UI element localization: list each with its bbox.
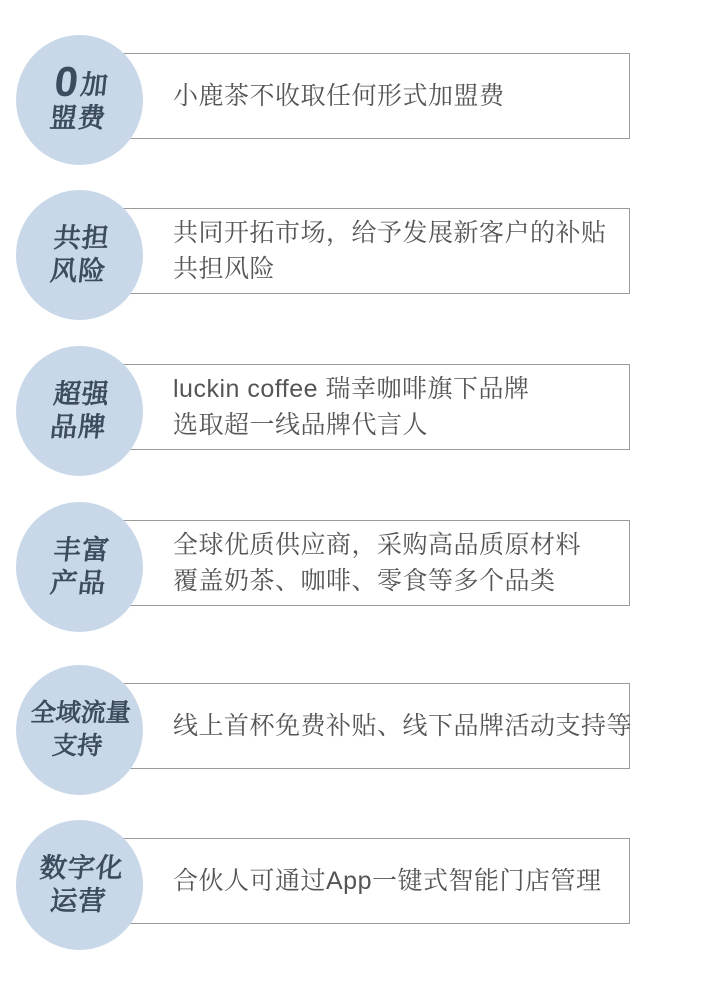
badge-label-line: 产品 (48, 568, 108, 598)
feature-badge (16, 502, 143, 632)
feature-badge (16, 665, 143, 795)
badge-label-line: 品牌 (48, 412, 108, 442)
feature-panel (100, 208, 630, 294)
feature-row-zero-franchise-fee (0, 35, 714, 165)
badge-label (34, 852, 125, 918)
feature-row-rich-products (0, 502, 714, 632)
feature-badge (16, 820, 143, 950)
feature-panel (100, 520, 630, 606)
feature-text-line: 覆盖奶茶、咖啡、零食等多个品类 (173, 567, 556, 595)
feature-panel (100, 364, 630, 450)
feature-text-line: 全球优质供应商，采购高品质原材料 (173, 531, 582, 559)
badge-label (26, 697, 133, 763)
badge-label (48, 534, 111, 600)
feature-row-strong-brand (0, 346, 714, 476)
feature-row-digital-operation (0, 820, 714, 950)
feature-panel (100, 53, 630, 139)
badge-label-line: 全域流量 (29, 699, 133, 727)
feature-panel (100, 838, 630, 924)
feature-badge (16, 35, 143, 165)
badge-label-line: 风险 (48, 256, 108, 286)
badge-label-line: 超强 (51, 379, 111, 409)
feature-text-line: 合伙人可通过App一键式智能门店管理 (173, 867, 602, 895)
feature-text-line: luckin coffee 瑞幸咖啡旗下品牌 (173, 375, 530, 403)
badge-label-line: 数字化 (37, 853, 125, 883)
feature-text-line: 共同开拓市场，给予发展新客户的补贴 (173, 219, 607, 247)
feature-row-traffic-support (0, 665, 714, 795)
feature-text-line: 线上首杯免费补贴、线下品牌活动支持等 (173, 712, 633, 740)
feature-text-line: 共担风险 (173, 255, 276, 283)
badge-zero-glyph: 0 (51, 58, 82, 105)
badge-label-line: 0加 (51, 58, 110, 105)
badge-label-line: 运营 (48, 886, 108, 916)
badge-label (48, 58, 111, 135)
feature-panel (100, 683, 633, 769)
feature-row-shared-risk (0, 190, 714, 320)
badge-label-line: 盟费 (48, 103, 108, 133)
feature-badge (16, 346, 143, 476)
feature-badge (16, 190, 143, 320)
badge-label (48, 222, 111, 288)
badge-label-line: 支持 (51, 732, 105, 760)
badge-label (48, 378, 111, 444)
feature-text-line: 选取超一线品牌代言人 (173, 411, 429, 439)
badge-label-line: 丰富 (51, 535, 111, 565)
badge-label-line: 共担 (51, 223, 111, 253)
feature-text-line: 小鹿茶不收取任何形式加盟费 (173, 82, 505, 110)
